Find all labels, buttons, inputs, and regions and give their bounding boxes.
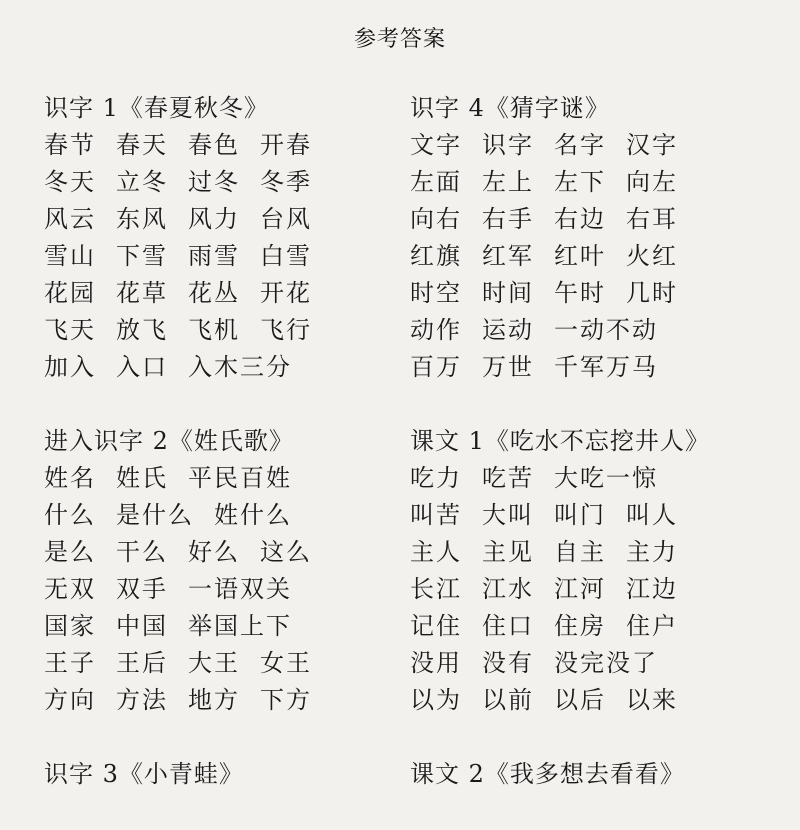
vocab-word: 飞行 [260,316,312,344]
vocab-word: 向左 [626,168,678,196]
vocab-word: 好么 [188,538,240,566]
vocab-word: 住口 [482,612,534,640]
word-row [410,460,780,497]
vocab-word: 没完没了 [554,649,658,677]
word-row [44,682,414,719]
lesson-section [410,423,780,719]
vocab-word: 什么 [44,501,96,529]
vocab-word: 中国 [116,612,168,640]
word-row [410,127,780,164]
word-row [410,608,780,645]
vocab-word: 平民百姓 [188,464,292,492]
vocab-word: 一动不动 [554,316,658,344]
vocab-word: 午时 [554,279,606,307]
lesson-section [44,90,414,386]
vocab-word: 放飞 [116,316,168,344]
vocab-word: 方向 [44,686,96,714]
vocab-word: 记住 [410,612,462,640]
vocab-word: 向右 [410,205,462,233]
vocab-word: 江河 [554,575,606,603]
vocab-word: 花草 [116,279,168,307]
vocab-word: 汉字 [626,131,678,159]
lesson-title: 识字 4《猜字谜》 [410,94,610,122]
vocab-word: 无双 [44,575,96,603]
lesson-title: 识字 3《小青蛙》 [44,760,244,788]
lesson-section [410,90,780,386]
word-row [44,497,414,534]
vocab-word: 白雪 [260,242,312,270]
vocab-word: 春天 [116,131,168,159]
vocab-word: 过冬 [188,168,240,196]
vocab-word: 几时 [626,279,678,307]
word-row [44,608,414,645]
vocab-word: 动作 [410,316,462,344]
vocab-word: 叫苦 [410,501,462,529]
vocab-word: 左下 [554,168,606,196]
vocab-word: 下雪 [116,242,168,270]
word-row [44,238,414,275]
vocab-word: 主人 [410,538,462,566]
vocab-word: 吃力 [410,464,462,492]
vocab-word: 左面 [410,168,462,196]
vocab-word: 火红 [626,242,678,270]
lesson-section [410,756,780,793]
word-row [44,460,414,497]
vocab-word: 红军 [482,242,534,270]
word-row [410,201,780,238]
vocab-word: 文字 [410,131,462,159]
word-row [44,349,414,386]
vocab-word: 春节 [44,131,96,159]
vocab-word: 时空 [410,279,462,307]
vocab-word: 江边 [626,575,678,603]
lesson-section [44,423,414,719]
vocab-word: 一语双关 [188,575,292,603]
lesson-section [44,756,414,793]
word-row [410,571,780,608]
word-row [44,571,414,608]
vocab-word: 万世 [482,353,534,381]
word-row [44,164,414,201]
word-row [44,275,414,312]
word-row [410,497,780,534]
word-row [410,275,780,312]
vocab-word: 风力 [188,205,240,233]
word-row [410,682,780,719]
word-row [410,164,780,201]
vocab-word: 这么 [260,538,312,566]
vocab-word: 以前 [482,686,534,714]
lesson-title: 课文 1《吃水不忘挖井人》 [410,427,710,455]
lesson-title: 识字 1《春夏秋冬》 [44,94,269,122]
vocab-word: 立冬 [116,168,168,196]
vocab-word: 大吃一惊 [554,464,658,492]
vocab-word: 姓什么 [214,501,292,529]
word-row [44,645,414,682]
vocab-word: 长江 [410,575,462,603]
vocab-word: 运动 [482,316,534,344]
vocab-word: 吃苦 [482,464,534,492]
vocab-word: 红叶 [554,242,606,270]
vocab-word: 干么 [116,538,168,566]
vocab-word: 以来 [626,686,678,714]
vocab-word: 王子 [44,649,96,677]
vocab-word: 王后 [116,649,168,677]
word-row [44,534,414,571]
page-title: 参考答案 [353,27,446,52]
vocab-word: 红旗 [410,242,462,270]
vocab-word: 春色 [188,131,240,159]
vocab-word: 是什么 [116,501,194,529]
vocab-word: 右边 [554,205,606,233]
vocab-word: 没用 [410,649,462,677]
vocab-word: 东风 [116,205,168,233]
vocab-word: 叫人 [626,501,678,529]
vocab-word: 百万 [410,353,462,381]
vocab-word: 自主 [554,538,606,566]
word-row [410,349,780,386]
vocab-word: 姓氏 [116,464,168,492]
vocab-word: 姓名 [44,464,96,492]
vocab-word: 江水 [482,575,534,603]
vocab-word: 雨雪 [188,242,240,270]
word-row [410,645,780,682]
vocab-word: 开花 [260,279,312,307]
answer-column-left [44,90,414,830]
vocab-word: 飞天 [44,316,96,344]
word-row [410,312,780,349]
vocab-word: 主见 [482,538,534,566]
vocab-word: 名字 [554,131,606,159]
vocab-word: 雪山 [44,242,96,270]
lesson-title: 进入识字 2《姓氏歌》 [44,427,294,455]
vocab-word: 国家 [44,612,96,640]
vocab-word: 右手 [482,205,534,233]
vocab-word: 开春 [260,131,312,159]
vocab-word: 花丛 [188,279,240,307]
vocab-word: 方法 [116,686,168,714]
vocab-word: 右耳 [626,205,678,233]
vocab-word: 加入 [44,353,96,381]
vocab-word: 主力 [626,538,678,566]
vocab-word: 飞机 [188,316,240,344]
word-row [44,201,414,238]
vocab-word: 冬季 [260,168,312,196]
vocab-word: 大王 [188,649,240,677]
word-row [410,238,780,275]
answer-column-right [410,90,780,830]
vocab-word: 举国上下 [188,612,292,640]
vocab-word: 大叫 [482,501,534,529]
vocab-word: 女王 [260,649,312,677]
vocab-word: 台风 [260,205,312,233]
vocab-word: 没有 [482,649,534,677]
lesson-title: 课文 2《我多想去看看》 [410,760,685,788]
vocab-word: 千军万马 [554,353,658,381]
vocab-word: 地方 [188,686,240,714]
vocab-word: 识字 [482,131,534,159]
word-row [44,312,414,349]
vocab-word: 冬天 [44,168,96,196]
vocab-word: 是么 [44,538,96,566]
vocab-word: 双手 [116,575,168,603]
vocab-word: 入口 [116,353,168,381]
vocab-word: 以为 [410,686,462,714]
vocab-word: 以后 [554,686,606,714]
vocab-word: 左上 [482,168,534,196]
vocab-word: 下方 [260,686,312,714]
vocab-word: 住房 [554,612,606,640]
vocab-word: 风云 [44,205,96,233]
vocab-word: 入木三分 [188,353,292,381]
vocab-word: 时间 [482,279,534,307]
word-row [44,127,414,164]
word-row [410,534,780,571]
vocab-word: 花园 [44,279,96,307]
vocab-word: 住户 [626,612,678,640]
vocab-word: 叫门 [554,501,606,529]
